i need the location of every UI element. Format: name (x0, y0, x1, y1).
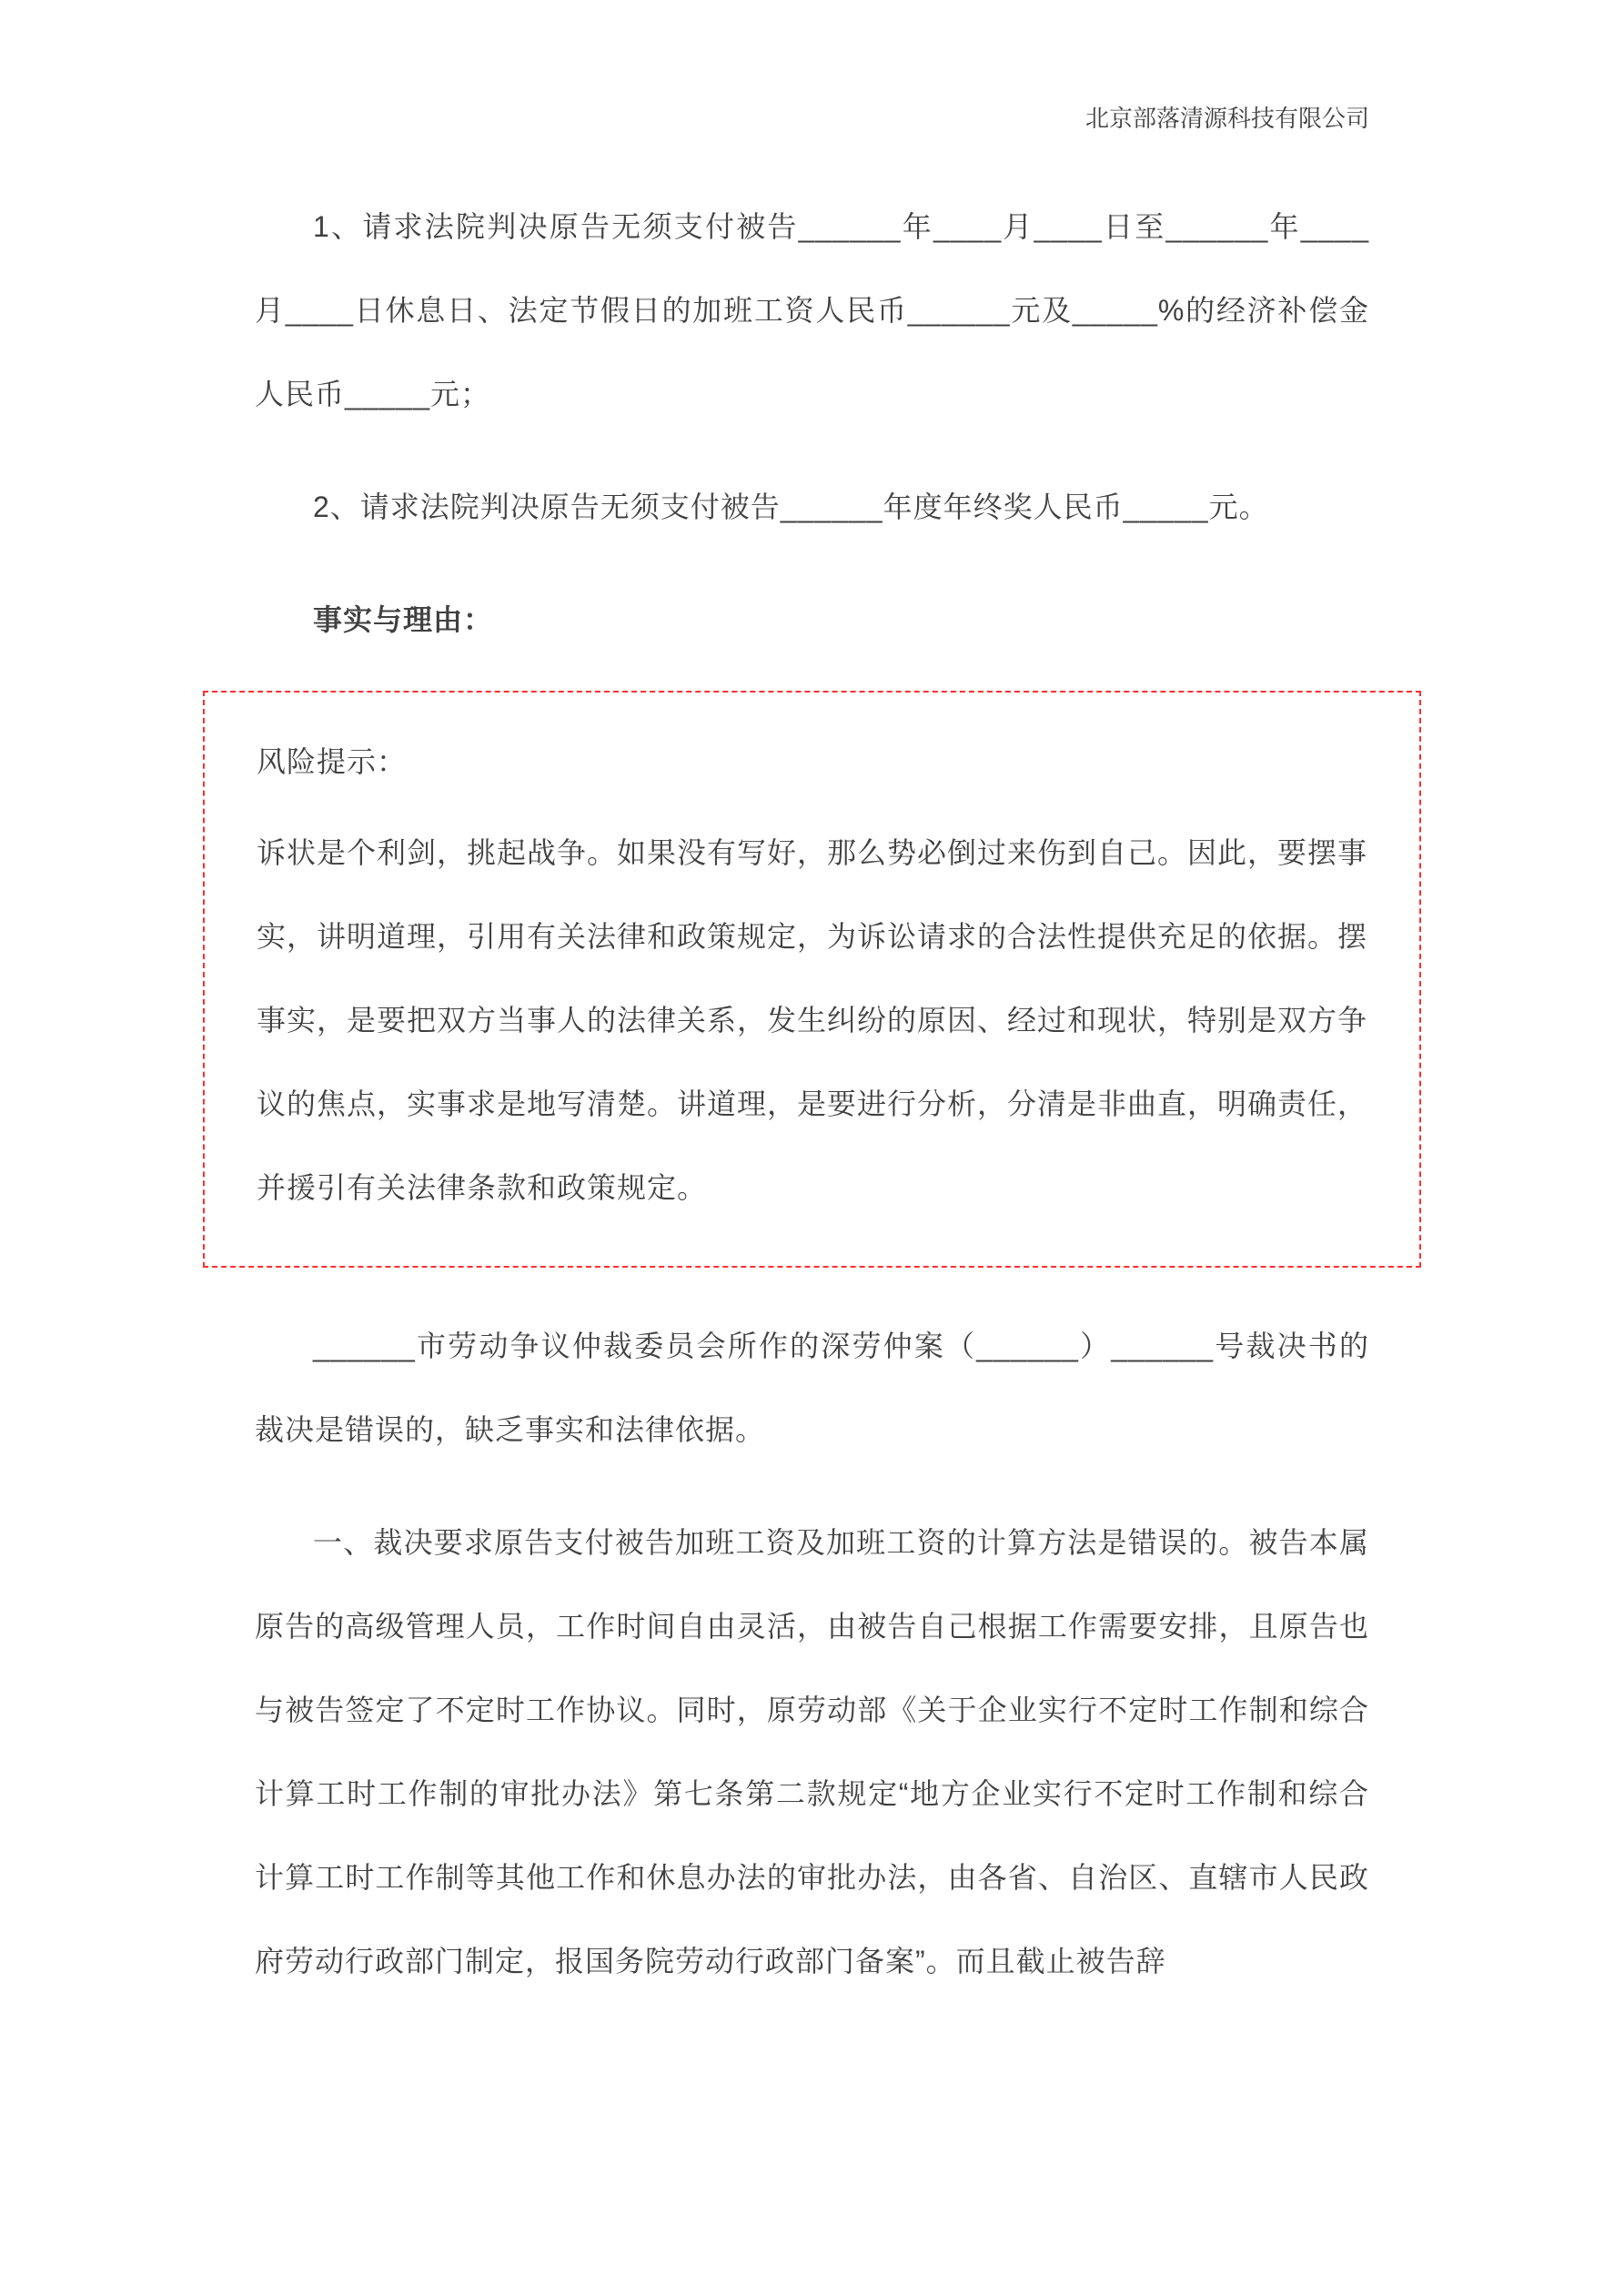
claim-paragraph-1: 1、请求法院判决原告无须支付被告______年____月____日至______年____月____日休息日、法定节假日的加班工资人民币______元及_____%的经济补偿金人民币_____元； (255, 210, 1369, 410)
risk-notice-box (203, 691, 1421, 1268)
risk-notice-title: 风险提示： (257, 745, 408, 778)
body-paragraph-1: ______市劳动争议仲裁委员会所作的深劳仲案（______）______号裁决书的裁决是错误的，缺乏事实和法律依据。 (255, 1330, 1369, 1446)
facts-reasons-heading: 事实与理由： (313, 603, 494, 636)
risk-notice-body: 诉状是个利剑，挑起战争。如果没有写好，那么势必倒过来伤到自己。因此，要摆事实，讲明道理，引用有关法律和政策规定，为诉讼请求的合法性提供充足的依据。摆事实，是要把双方当事人的法律关系，发生纠纷的原因、经过和现状，特别是双方争议的焦点，实事求是地写清楚。讲道理，是要进行分析，分清是非曲直，明确责任，并援引有关法律条款和政策规定。 (257, 836, 1368, 1204)
claim-paragraph-2: 2、请求法院判决原告无须支付被告______年度年终奖人民币_____元。 (313, 491, 1269, 523)
body-paragraph-2: 一、裁决要求原告支付被告加班工资及加班工资的计算方法是错误的。被告本属原告的高级管理人员，工作时间自由灵活，由被告自己根据工作需要安排，且原告也与被告签定了不定时工作协议。同时，原劳动部《关于企业实行不定时工作制和综合计算工时工作制的审批办法》第七条第二款规定“地方企业实行不定时工作制和综合计算工时工作制等其他工作和休息办法的审批办法，由各省、自治区、直辖市人民政府劳动行政部门制定，报国务院劳动行政部门备案”。而且截止被告辞 (255, 1526, 1369, 1977)
company-header: 北京部落清源科技有限公司 (1084, 105, 1369, 132)
